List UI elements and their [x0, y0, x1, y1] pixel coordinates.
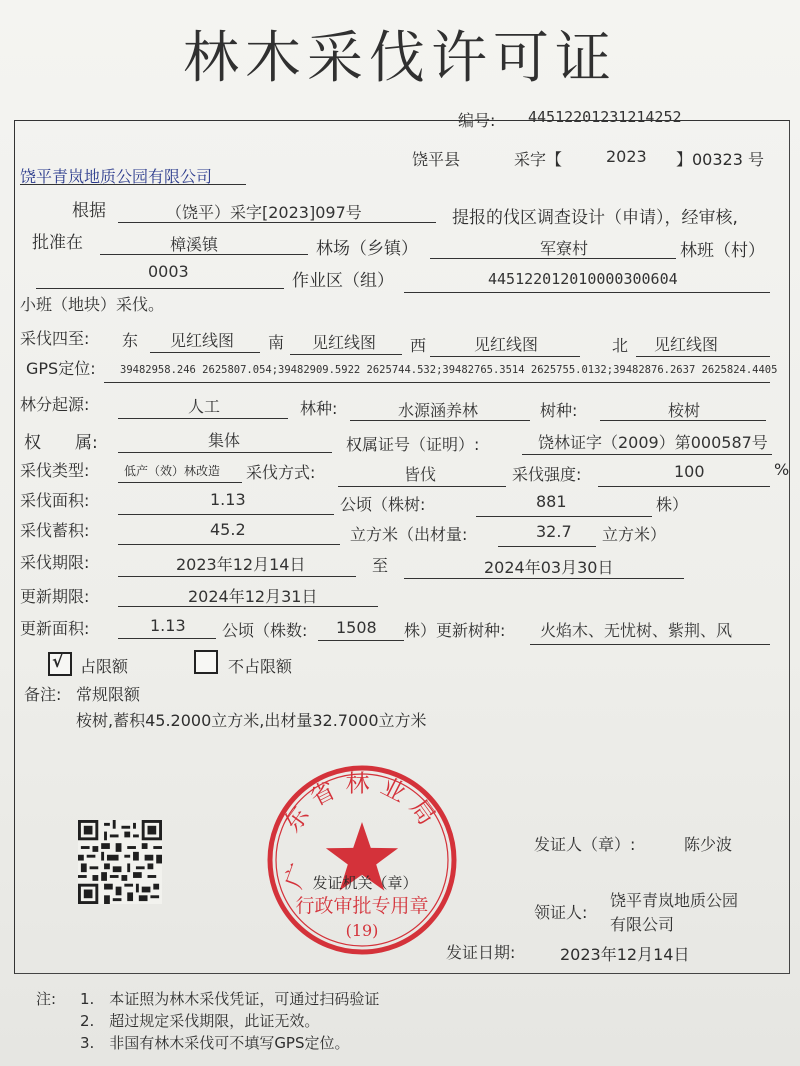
- forest-type-underline: [350, 420, 530, 421]
- serial-number: 44512201231214252: [528, 108, 682, 126]
- basis-tail: 提报的伐区调查设计（申请），经审核,: [452, 208, 738, 228]
- village-underline: [430, 258, 676, 259]
- receiver-line2: 有限公司: [610, 915, 675, 934]
- renew-count-unit: 株）更新树种:: [404, 621, 506, 640]
- tree-count-underline: [476, 516, 652, 517]
- east-value: 见红线图: [170, 331, 235, 350]
- origin-underline: [118, 418, 288, 419]
- farm-label: 林场（乡镇）: [316, 239, 418, 259]
- renew-count-underline: [318, 640, 404, 641]
- seal-bottom-text: 行政审批专用章: [295, 895, 429, 917]
- species-underline: [600, 420, 766, 421]
- cut-type-value: 低产（效）林改造: [124, 464, 221, 478]
- south-label: 南: [268, 333, 285, 352]
- renew-area-label: 更新面积:: [20, 619, 90, 638]
- basis-end: 小班（地块）采伐。: [20, 295, 165, 314]
- remarks-label: 备注:: [24, 685, 62, 704]
- area-label: 采伐面积:: [20, 491, 90, 510]
- notes-label: 注:: [36, 990, 57, 1008]
- tree-unit: 株）: [656, 495, 689, 514]
- village: 军寮村: [540, 239, 589, 258]
- not-occupy-quota-label: 不占限额: [228, 657, 293, 676]
- township-underline: [100, 254, 308, 255]
- issuer-name: 陈少波: [684, 835, 733, 854]
- boundary-label: 采伐四至:: [20, 329, 90, 348]
- note-item: 1. 本证照为林木采伐凭证，可通过扫码验证: [80, 990, 380, 1008]
- receiver-line1: 饶平青岚地质公园: [610, 891, 739, 910]
- note-item: 2. 超过规定采伐期限，此证无效。: [80, 1012, 320, 1030]
- east-underline: [150, 352, 260, 353]
- zone-underline: [404, 292, 770, 293]
- county: 饶平县: [412, 150, 461, 169]
- seal-number: (19): [345, 921, 379, 940]
- period-start: 2023年12月14日: [176, 555, 306, 574]
- zi-label: 采字【: [514, 150, 563, 169]
- zone-label: 作业区（组）: [292, 271, 394, 291]
- basis-doc: （饶平）采字[2023]097号: [166, 203, 362, 222]
- period-end-underline: [404, 578, 684, 579]
- south-underline: [290, 354, 402, 355]
- volume-value: 45.2: [210, 520, 246, 539]
- township: 樟溪镇: [170, 235, 219, 254]
- receiver-label: 领证人:: [534, 903, 588, 922]
- renew-area-underline: [118, 638, 216, 639]
- qr-code-icon[interactable]: [78, 820, 162, 904]
- forest-type-label: 林种:: [300, 399, 338, 418]
- renew-count: 1508: [336, 618, 377, 637]
- species: 桉树: [668, 401, 701, 420]
- period-start-underline: [118, 576, 356, 577]
- intensity-pct: %: [774, 460, 790, 479]
- north-underline: [636, 356, 770, 357]
- class-number: 0003: [148, 262, 189, 281]
- intensity-value: 100: [674, 462, 705, 481]
- origin-label: 林分起源:: [20, 395, 90, 414]
- forest-type: 水源涵养林: [398, 401, 479, 420]
- serial-label: 编号:: [458, 111, 496, 130]
- issue-date-label: 发证日期:: [446, 943, 516, 962]
- renew-deadline-label: 更新期限:: [20, 587, 90, 606]
- not-occupy-quota-checkbox[interactable]: [194, 650, 218, 674]
- renew-deadline-underline: [118, 606, 378, 607]
- occupy-quota-label: 占限额: [80, 657, 129, 676]
- timber-unit: 立方米）: [602, 525, 667, 544]
- applicant-underline: [20, 184, 246, 185]
- west-label: 西: [410, 336, 427, 355]
- cut-type-underline: [118, 482, 242, 483]
- north-label: 北: [612, 336, 629, 355]
- east-label: 东: [122, 331, 139, 350]
- seal-issuer-label: 发证机关（章）: [312, 874, 418, 892]
- official-seal: [262, 760, 462, 960]
- area-value: 1.13: [210, 490, 246, 509]
- west-underline: [430, 356, 580, 357]
- cut-method-underline: [338, 486, 506, 487]
- area-unit: 公顷（株树:: [340, 495, 426, 514]
- issue-date: 2023年12月14日: [560, 945, 690, 964]
- south-value: 见红线图: [312, 333, 377, 352]
- origin-value: 人工: [188, 397, 221, 416]
- ownership-label: 权 属:: [24, 433, 98, 453]
- intensity-underline: [598, 486, 770, 487]
- west-value: 见红线图: [474, 335, 539, 354]
- timber-value: 32.7: [536, 522, 572, 541]
- renew-area-value: 1.13: [150, 616, 186, 635]
- issuer-label: 发证人（章）:: [534, 835, 636, 854]
- permit-year: 2023: [606, 147, 647, 166]
- class-underline: [36, 288, 284, 289]
- ownership-value: 集体: [208, 431, 241, 450]
- tree-count: 881: [536, 492, 567, 511]
- species-label: 树种:: [540, 401, 578, 420]
- note-item: 3. 非国有林木采伐可不填写GPS定位。: [80, 1034, 350, 1052]
- check-mark-icon: √: [52, 652, 64, 672]
- period-to: 至: [372, 556, 389, 575]
- cert-underline: [522, 454, 772, 455]
- basis-doc-underline: [118, 222, 436, 223]
- gps-underline: [104, 382, 770, 383]
- remarks-line2: 桉树,蓄积45.2000立方米,出材量32.7000立方米: [76, 711, 427, 730]
- renew-species-underline: [530, 644, 770, 645]
- seal-left-text: 广: [279, 860, 314, 893]
- cert-label: 权属证号（证明）:: [346, 435, 480, 454]
- renew-deadline: 2024年12月31日: [188, 587, 318, 606]
- permit-number: 】00323 号: [676, 150, 764, 169]
- period-label: 采伐期限:: [20, 553, 90, 572]
- intensity-label: 采伐强度:: [512, 465, 582, 484]
- ownership-underline: [118, 452, 332, 453]
- approve-label: 批准在: [32, 233, 83, 253]
- renew-species: 火焰木、无忧树、紫荆、风: [540, 621, 733, 640]
- seal-top-text: 东省林业局: [277, 769, 447, 838]
- zone-number: 44512201201000030060​4: [488, 270, 678, 288]
- gps-value: 39482958.246 2625807.054;39482909.5922 2625744.532;39482765.3514 2625755.0132;39482876.2637 2625824.4405: [120, 364, 778, 376]
- area-underline: [118, 514, 334, 515]
- volume-unit: 立方米（出材量:: [350, 525, 468, 544]
- gps-label: GPS定位:: [26, 359, 96, 378]
- basis-label: 根据: [72, 201, 106, 221]
- volume-underline: [118, 544, 340, 545]
- cut-method-label: 采伐方式:: [246, 463, 316, 482]
- cut-type-label: 采伐类型:: [20, 461, 90, 480]
- period-end: 2024年03月30日: [484, 558, 614, 577]
- cut-method: 皆伐: [404, 465, 437, 484]
- remarks-line1: 常规限额: [76, 685, 141, 704]
- page-title: 林木采伐许可证: [183, 26, 617, 91]
- renew-area-unit: 公顷（株数:: [222, 621, 308, 640]
- volume-label: 采伐蓄积:: [20, 521, 90, 540]
- timber-underline: [498, 546, 596, 547]
- occupy-quota-checkbox[interactable]: [48, 652, 72, 676]
- cert-value: 饶林证字（2009）第000587号: [538, 433, 768, 452]
- applicant-name: 饶平青岚地质公园有限公司: [20, 167, 213, 186]
- north-value: 见红线图: [654, 335, 719, 354]
- class-label: 林班（村）: [680, 241, 765, 261]
